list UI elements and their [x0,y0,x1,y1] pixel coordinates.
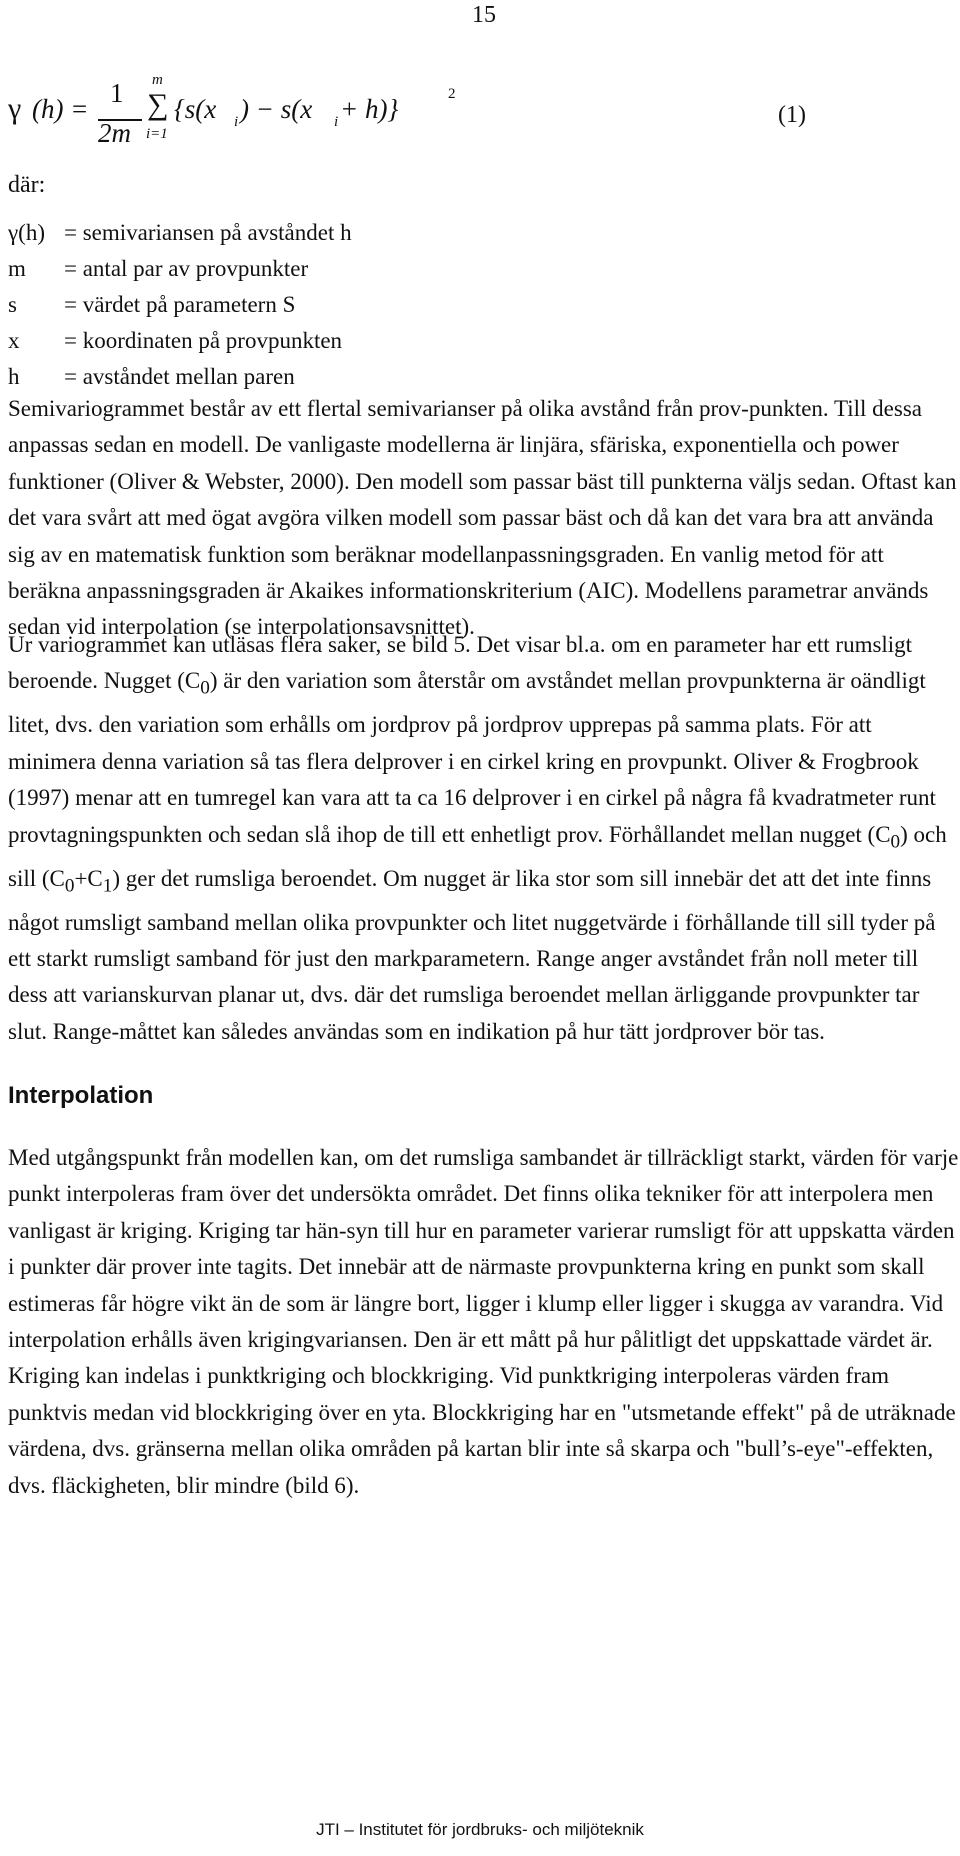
eq-subscript-i-2: i [334,114,339,130]
eq-lhs: (h) = [32,94,89,124]
paragraph-semivariogram: Semivariogrammet består av ett flertal semivarianser på olika avstånd från prov-punkten. Till dessa anpassas sedan en modell. De vanligaste modellerna är linjära, sfäriska, exponentiella och power funktioner (Oliver & Webster, 2000). Den modell som passar bäst till punkterna väljs sedan. Oftast kan det vara svårt att med ögat avgöra vilken modell som passar bäst och då kan det vara bra att använda sig av en matematisk funktion som beräknar modellanpassningsgraden. En vanlig metod för att beräkna anpassningsgraden är Akaikes informationskriterium (AIC). Modellens parametrar används sedan vid interpolation (se interpolationsavsnittet). [8,396,957,640]
where-label: där: [8,172,46,198]
semivariance-equation [8,74,948,154]
eq-sum-symbol: ∑ [147,88,169,121]
definition-symbol: s [8,292,17,317]
definition-text: = antal par av provpunkter [64,256,309,281]
equation-number: (1) [778,102,806,128]
eq-subscript-i-1: i [234,114,239,130]
eq-exponent: 2 [448,86,456,102]
definition-symbol: γ(h) [8,220,45,245]
definition-text: = semivariansen på avståndet h [64,220,352,245]
subscript: 0 [64,875,75,897]
eq-body-middle: ) − s(x [240,94,313,124]
definition-symbol: x [8,328,20,353]
eq-sum-upper: m [152,72,163,88]
subscript: 0 [890,831,901,853]
text-segment: +C [74,865,103,891]
page-number: 15 [472,2,496,28]
paragraph-interpolation: Med utgångspunkt från modellen kan, om det rumsliga sambandet är tillräckligt starkt, värden för varje punkt interpoleras fram över det undersökta området. Det finns olika tekniker för att interpolera men vanligast är kriging. Kriging tar hän-syn till hur en parameter varierar rumsligt för att uppskatta värden i punkter där prover inte tagits. Det innebär att de närmaste provpunkterna kring en punkt som skall estimeras får högre vikt än de som är längre bort, ligger i klump eller ligger i skugga av varandra. Vid interpolation erhålls även krigingvariansen. Den är ett mått på hur pålitligt det uppskattade värdet är. Kriging kan indelas i punktkriging och blockkriging. Vid punktkriging interpoleras värden fram punktvis medan vid blockkriging över en yta. Blockkriging har en "utsmetande effekt" på de uträknade värdena, dvs. gränserna mellan olika områden på kartan blir inte så skarpa och "bull’s-eye"-effekten, dvs. fläckigheten, blir mindre (bild 6). [8,1145,959,1498]
text-segment: ) och sill (C [8,821,947,891]
text-segment: ) ger det rumsliga beroendet. Om nugget är lika stor som sill innebär det att det inte finns något rumsligt samband mellan olika provpunkter och litet nuggetvärde i förhållande till sill tyder på ett starkt rumsligt samband för just den markparametern. Range anger avståndet från noll meter till dess att varianskurvan planar ut, dvs. där det rumsliga beroendet mellan ärliggande provpunkter tar slut. Range-måttet kan således användas som en indikation på hur tätt jordprover bör tas. [8,865,936,1044]
eq-gamma: γ [8,92,22,125]
paragraph-variogram-reading [8,627,960,1050]
definition-symbol: m [8,256,26,281]
definition-text: = värdet på parametern S [64,292,296,317]
eq-numerator: 1 [110,78,124,108]
eq-denominator: 2m [98,118,131,148]
eq-sum-lower: i=1 [146,126,168,142]
definition-text: = koordinaten på provpunkten [64,328,343,353]
text-segment: Ur variogrammet kan utläsas flera saker, se bild 5. Det visar bl.a. om en parameter har ett rumsligt beroende. Nugget (C [8,632,913,694]
eq-body-end: + h)} [340,94,399,124]
definition-symbol: h [8,364,20,389]
page-footer: JTI – Institutet för jordbruks- och miljöteknik [316,1820,644,1839]
definition-text: = avståndet mellan paren [64,364,295,389]
subscript: 1 [102,875,113,897]
text-segment: ) är den variation som återstår om avståndet mellan provpunkterna är oändligt litet, dvs. den variation som erhålls om jordprov på jordprov upprepas på samma plats. För att minimera denna variation så tas flera delprover i en cirkel kring en provpunkt. Oliver & Frogbrook (1997) menar att en tumregel kan vara att ta ca 16 delprover i en cirkel på några få kvadratmeter runt provtagningspunkten och sedan slå ihop de till ett enhetligt prov. Förhållandet mellan nugget (C [8,668,936,847]
section-heading-interpolation: Interpolation [8,1082,154,1109]
eq-body-start: {s(x [174,94,217,124]
subscript: 0 [200,678,210,699]
